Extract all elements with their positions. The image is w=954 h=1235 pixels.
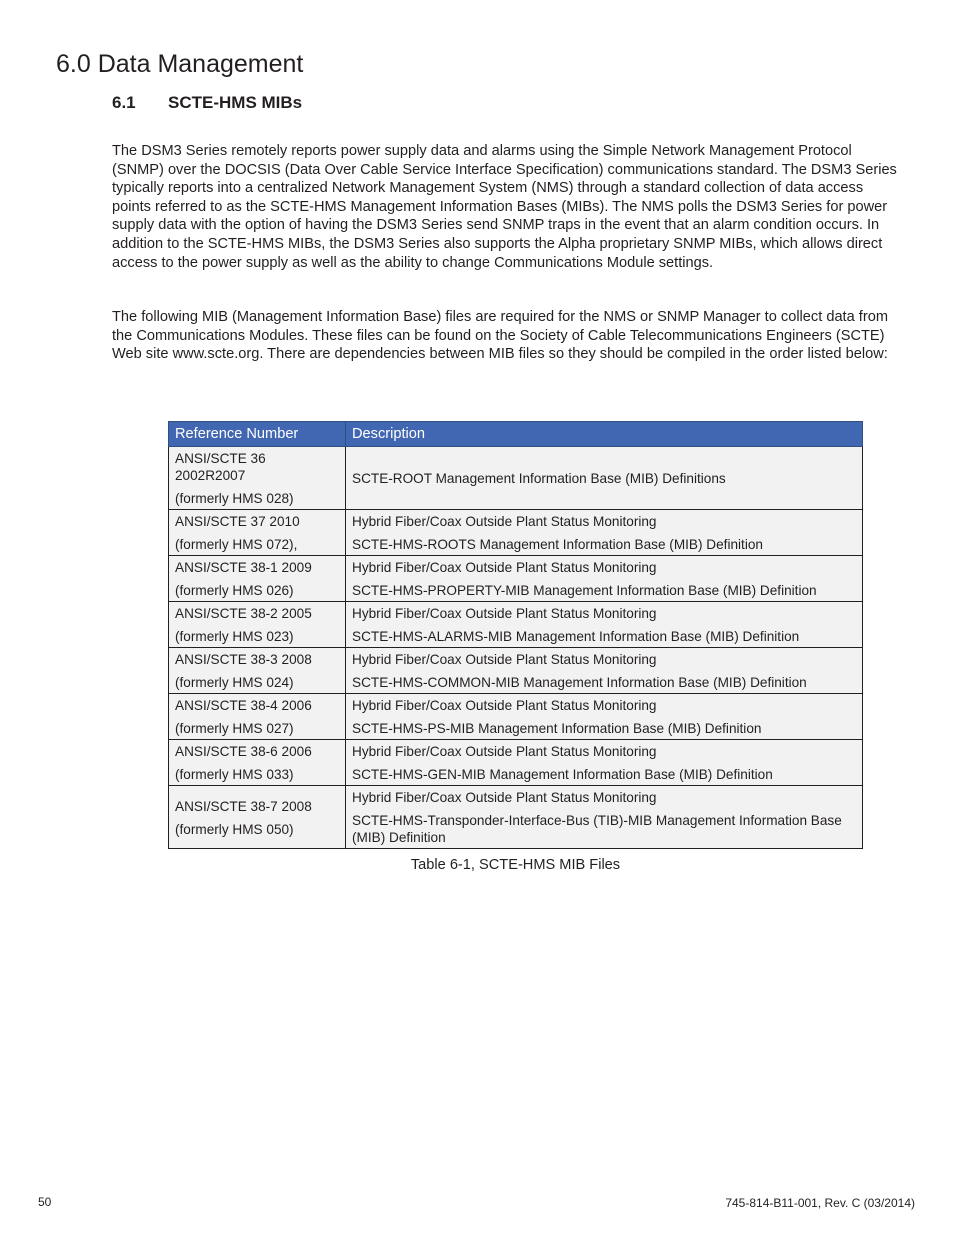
description-cell [346,694,863,740]
description-cell-line: SCTE-HMS-GEN-MIB Management Information Base (MIB) Definition [352,767,773,782]
section-title: 6.0 Data Management [56,50,304,78]
table-row [169,786,863,849]
document-id: 745-814-B11-001, Rev. C (03/2014) [725,1196,915,1210]
table-row [169,556,863,602]
reference-cell [169,510,346,556]
reference-cell-line: ANSI/SCTE 38-1 2009 [175,560,312,575]
reference-cell-line: (formerly HMS 072), [175,537,298,552]
description-cell-line: SCTE-HMS-ALARMS-MIB Management Information Base (MIB) Definition [352,629,800,644]
description-cell-line: SCTE-HMS-Transponder-Interface-Bus (TIB)-MIB Management Information Base (MIB) Definition [352,813,842,845]
reference-cell [169,602,346,648]
mib-files-paragraph: The following MIB (Management Information Base) files are required for the NMS or SNMP Manager to collect data from the Communications Modules. These files can be found on the Society of Cable Telecommunications Engineers (SCTE) Web site www.scte.org. There are dependencies between MIB files so they should be compiled in the order listed below: [112,309,888,363]
description-cell [346,447,863,510]
reference-cell [169,740,346,786]
reference-cell-line: (formerly HMS 023) [175,629,294,644]
intro-paragraph: The DSM3 Series remotely reports power supply data and alarms using the Simple Network Management Protocol (SNMP) over the DOCSIS (Data Over Cable Service Interface Specification) communications standard. The DSM3 Series typically reports into a centralized Network Management System (NMS) through a standard collection of data access points referred to as the SCTE-HMS Management Information Bases (MIBs). The NMS polls the DSM3 Series for power supply data with the option of having the DSM3 Series send SNMP traps in the event that an alarm condition occurs. In addition to the SCTE-HMS MIBs, the DSM3 Series also supports the Alpha proprietary SNMP MIBs, which allows direct access to the power supply as well as the ability to change Communications Module settings. [112,143,897,271]
description-cell [346,786,863,849]
table-row [169,602,863,648]
reference-cell-line: ANSI/SCTE 38-2 2005 [175,606,312,621]
reference-cell-line: ANSI/SCTE 38-3 2008 [175,652,312,667]
description-cell [346,648,863,694]
table-caption: Table 6-1, SCTE-HMS MIB Files [410,857,621,873]
reference-cell-line: ANSI/SCTE 38-4 2006 [175,698,312,713]
table-row [169,694,863,740]
column-header-reference: Reference Number [169,422,346,447]
description-cell-line: Hybrid Fiber/Coax Outside Plant Status Monitoring [352,744,657,759]
reference-cell [169,694,346,740]
description-cell [346,556,863,602]
description-cell-line: Hybrid Fiber/Coax Outside Plant Status Monitoring [352,790,657,805]
table-body [169,447,863,849]
reference-cell-line: ANSI/SCTE 36 [175,451,266,466]
reference-cell-line: ANSI/SCTE 38-6 2006 [175,744,312,759]
reference-cell [169,786,346,849]
reference-cell-line: ANSI/SCTE 37 2010 [175,514,300,529]
table-row [169,740,863,786]
table-row [169,510,863,556]
mib-files-table [168,421,863,849]
description-cell-line: Hybrid Fiber/Coax Outside Plant Status Monitoring [352,606,657,621]
description-cell-line: SCTE-ROOT Management Information Base (MIB) Definitions [352,471,726,486]
description-cell-line: Hybrid Fiber/Coax Outside Plant Status Monitoring [352,698,657,713]
reference-cell [169,447,346,510]
column-header-description: Description [346,422,863,447]
description-cell-line: SCTE-HMS-PS-MIB Management Information Base (MIB) Definition [352,721,762,736]
table-header-row [169,422,863,447]
description-cell-line: SCTE-HMS-COMMON-MIB Management Information Base (MIB) Definition [352,675,807,690]
page-number: 50 [38,1195,52,1209]
table-row [169,447,863,510]
description-cell-line: Hybrid Fiber/Coax Outside Plant Status Monitoring [352,560,657,575]
reference-cell-line: (formerly HMS 026) [175,583,294,598]
reference-cell-line: (formerly HMS 028) [175,491,294,506]
description-cell-line: Hybrid Fiber/Coax Outside Plant Status Monitoring [352,652,657,667]
reference-cell-line: (formerly HMS 024) [175,675,294,690]
reference-cell-line: ANSI/SCTE 38-7 2008 [175,798,312,814]
description-cell [346,602,863,648]
description-cell [346,510,863,556]
reference-cell-line: (formerly HMS 027) [175,721,294,736]
reference-cell [169,556,346,602]
description-cell-line: Hybrid Fiber/Coax Outside Plant Status Monitoring [352,514,657,529]
subsection-heading [112,93,302,113]
reference-cell-line: (formerly HMS 033) [175,767,294,782]
description-cell-line: SCTE-HMS-PROPERTY-MIB Management Information Base (MIB) Definition [352,583,817,598]
reference-cell-line: (formerly HMS 050) [175,821,294,837]
description-cell-line: SCTE-HMS-ROOTS Management Information Base (MIB) Definition [352,537,763,552]
table-row [169,648,863,694]
subsection-title: SCTE-HMS MIBs [168,93,303,112]
reference-cell [169,648,346,694]
reference-cell-line: 2002R2007 [175,468,246,483]
description-cell [346,740,863,786]
subsection-number: 6.1 [112,93,136,112]
